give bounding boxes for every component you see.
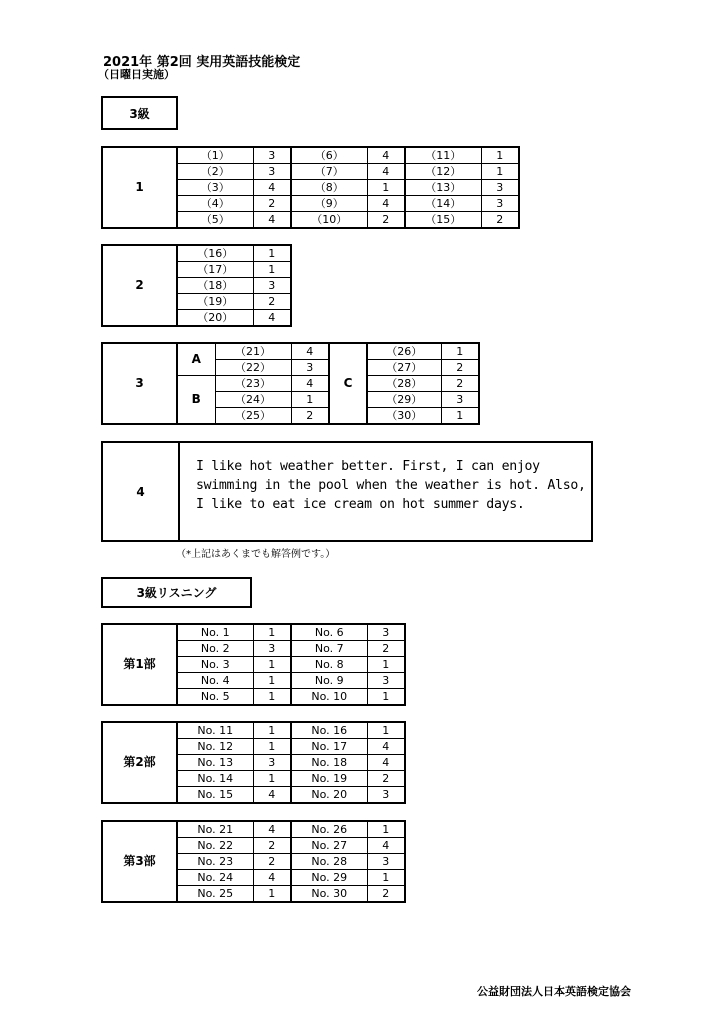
part-a-label: A — [177, 343, 215, 376]
question-number: No. 30 — [291, 886, 367, 903]
question-number: （11） — [405, 147, 481, 164]
answer: 1 — [253, 245, 291, 262]
section-label: 1 — [102, 147, 177, 228]
question-number: （27） — [367, 360, 441, 376]
section-4-box — [101, 441, 593, 542]
question-number: （17） — [177, 262, 253, 278]
question-number: （22） — [215, 360, 291, 376]
answer: 4 — [253, 212, 291, 229]
answer: 3 — [253, 755, 291, 771]
section-3-table — [101, 342, 480, 425]
answer: 1 — [367, 870, 405, 886]
question-number: （9） — [291, 196, 367, 212]
question-number: No. 1 — [177, 624, 253, 641]
question-number: No. 27 — [291, 838, 367, 854]
answer: 2 — [367, 641, 405, 657]
part-label: 第2部 — [102, 722, 177, 803]
question-number: （10） — [291, 212, 367, 229]
question-number: （15） — [405, 212, 481, 229]
answer: 2 — [253, 854, 291, 870]
answer: 1 — [253, 689, 291, 706]
question-number: No. 10 — [291, 689, 367, 706]
sample-answer-text: I like hot weather better. First, I can enjoy swimming in the pool when the weather is hot. Also, I like to eat ice cream on hot summer days. — [196, 459, 586, 512]
question-number: No. 2 — [177, 641, 253, 657]
answer: 2 — [367, 212, 405, 229]
question-number: No. 29 — [291, 870, 367, 886]
question-number: No. 14 — [177, 771, 253, 787]
answer: 4 — [291, 343, 329, 360]
question-number: （21） — [215, 343, 291, 360]
grade-label: 3級 — [101, 96, 178, 130]
answer: 2 — [441, 360, 479, 376]
question-number: No. 12 — [177, 739, 253, 755]
answer: 4 — [253, 180, 291, 196]
answer: 3 — [253, 147, 291, 164]
section-1-table — [101, 146, 520, 229]
question-number: No. 11 — [177, 722, 253, 739]
table-row — [102, 624, 405, 641]
answer: 3 — [253, 641, 291, 657]
answer: 2 — [367, 771, 405, 787]
question-number: （5） — [177, 212, 253, 229]
question-number: No. 18 — [291, 755, 367, 771]
question-number: No. 19 — [291, 771, 367, 787]
question-number: No. 28 — [291, 854, 367, 870]
answer: 4 — [253, 870, 291, 886]
question-number: （4） — [177, 196, 253, 212]
part-label: 第1部 — [102, 624, 177, 705]
answer: 4 — [367, 147, 405, 164]
question-number: （19） — [177, 294, 253, 310]
question-number: No. 5 — [177, 689, 253, 706]
sample-answer-note: （*上記はあくまでも解答例です。） — [176, 549, 336, 560]
table-row — [102, 147, 519, 164]
answer: 1 — [253, 739, 291, 755]
answer: 2 — [253, 196, 291, 212]
question-number: No. 15 — [177, 787, 253, 804]
question-number: （18） — [177, 278, 253, 294]
answer: 3 — [253, 164, 291, 180]
question-number: （30） — [367, 408, 441, 425]
answer: 4 — [367, 838, 405, 854]
answer: 4 — [253, 821, 291, 838]
answer: 1 — [253, 886, 291, 903]
answer: 1 — [367, 689, 405, 706]
answer: 1 — [253, 673, 291, 689]
question-number: （24） — [215, 392, 291, 408]
answer: 1 — [253, 771, 291, 787]
question-number: No. 21 — [177, 821, 253, 838]
part-b-label: B — [177, 376, 215, 425]
answer: 1 — [253, 657, 291, 673]
answer: 1 — [367, 180, 405, 196]
question-number: （8） — [291, 180, 367, 196]
page-subtitle: （日曜日実施） — [98, 68, 175, 81]
question-number: No. 6 — [291, 624, 367, 641]
answer: 2 — [253, 294, 291, 310]
question-number: （6） — [291, 147, 367, 164]
question-number: No. 9 — [291, 673, 367, 689]
section-2-table — [101, 244, 292, 327]
answer: 3 — [441, 392, 479, 408]
listening-part-2-table — [101, 721, 406, 804]
answer: 2 — [253, 838, 291, 854]
part-c-label: C — [329, 343, 367, 424]
answer: 1 — [367, 722, 405, 739]
answer: 4 — [367, 739, 405, 755]
question-number: No. 24 — [177, 870, 253, 886]
answer: 3 — [481, 196, 519, 212]
question-number: No. 8 — [291, 657, 367, 673]
answer: 1 — [253, 722, 291, 739]
answer: 2 — [367, 886, 405, 903]
question-number: （29） — [367, 392, 441, 408]
answer: 1 — [441, 343, 479, 360]
question-number: （26） — [367, 343, 441, 360]
answer: 1 — [253, 624, 291, 641]
question-number: （1） — [177, 147, 253, 164]
question-number: （20） — [177, 310, 253, 327]
question-number: No. 16 — [291, 722, 367, 739]
publisher-name: 公益財団法人日本英語検定協会 — [477, 985, 631, 998]
table-row — [102, 821, 405, 838]
table-row — [102, 722, 405, 739]
question-number: No. 20 — [291, 787, 367, 804]
question-number: No. 25 — [177, 886, 253, 903]
table-row — [102, 245, 291, 262]
part-label: 第3部 — [102, 821, 177, 902]
listening-label: 3級リスニング — [101, 577, 252, 608]
question-number: No. 23 — [177, 854, 253, 870]
question-number: No. 4 — [177, 673, 253, 689]
answer: 2 — [441, 376, 479, 392]
question-number: （25） — [215, 408, 291, 425]
question-number: No. 3 — [177, 657, 253, 673]
page-title: 2021年 第2回 実用英語技能検定 — [103, 55, 301, 70]
section-label: 2 — [102, 245, 177, 326]
question-number: （3） — [177, 180, 253, 196]
answer: 3 — [291, 360, 329, 376]
answer: 3 — [367, 624, 405, 641]
question-number: （2） — [177, 164, 253, 180]
answer: 1 — [367, 821, 405, 838]
answer: 3 — [481, 180, 519, 196]
question-number: No. 17 — [291, 739, 367, 755]
answer: 4 — [291, 376, 329, 392]
answer: 2 — [481, 212, 519, 229]
answer: 1 — [367, 657, 405, 673]
answer: 3 — [367, 787, 405, 804]
answer: 3 — [253, 278, 291, 294]
answer: 4 — [253, 787, 291, 804]
table-row — [102, 343, 479, 360]
question-number: （14） — [405, 196, 481, 212]
answer: 1 — [481, 147, 519, 164]
answer: 1 — [481, 164, 519, 180]
answer: 2 — [291, 408, 329, 425]
question-number: （12） — [405, 164, 481, 180]
section-label: 4 — [103, 443, 180, 540]
question-number: No. 7 — [291, 641, 367, 657]
listening-part-3-table — [101, 820, 406, 903]
answer: 1 — [291, 392, 329, 408]
question-number: （7） — [291, 164, 367, 180]
answer: 3 — [367, 854, 405, 870]
answer: 4 — [367, 755, 405, 771]
answer: 1 — [253, 262, 291, 278]
answer: 3 — [367, 673, 405, 689]
listening-part-1-table — [101, 623, 406, 706]
question-number: No. 13 — [177, 755, 253, 771]
answer: 4 — [367, 164, 405, 180]
question-number: No. 22 — [177, 838, 253, 854]
answer: 4 — [253, 310, 291, 327]
answer: 1 — [441, 408, 479, 425]
question-number: No. 26 — [291, 821, 367, 838]
question-number: （23） — [215, 376, 291, 392]
section-label: 3 — [102, 343, 177, 424]
answer: 4 — [367, 196, 405, 212]
question-number: （13） — [405, 180, 481, 196]
question-number: （28） — [367, 376, 441, 392]
question-number: （16） — [177, 245, 253, 262]
